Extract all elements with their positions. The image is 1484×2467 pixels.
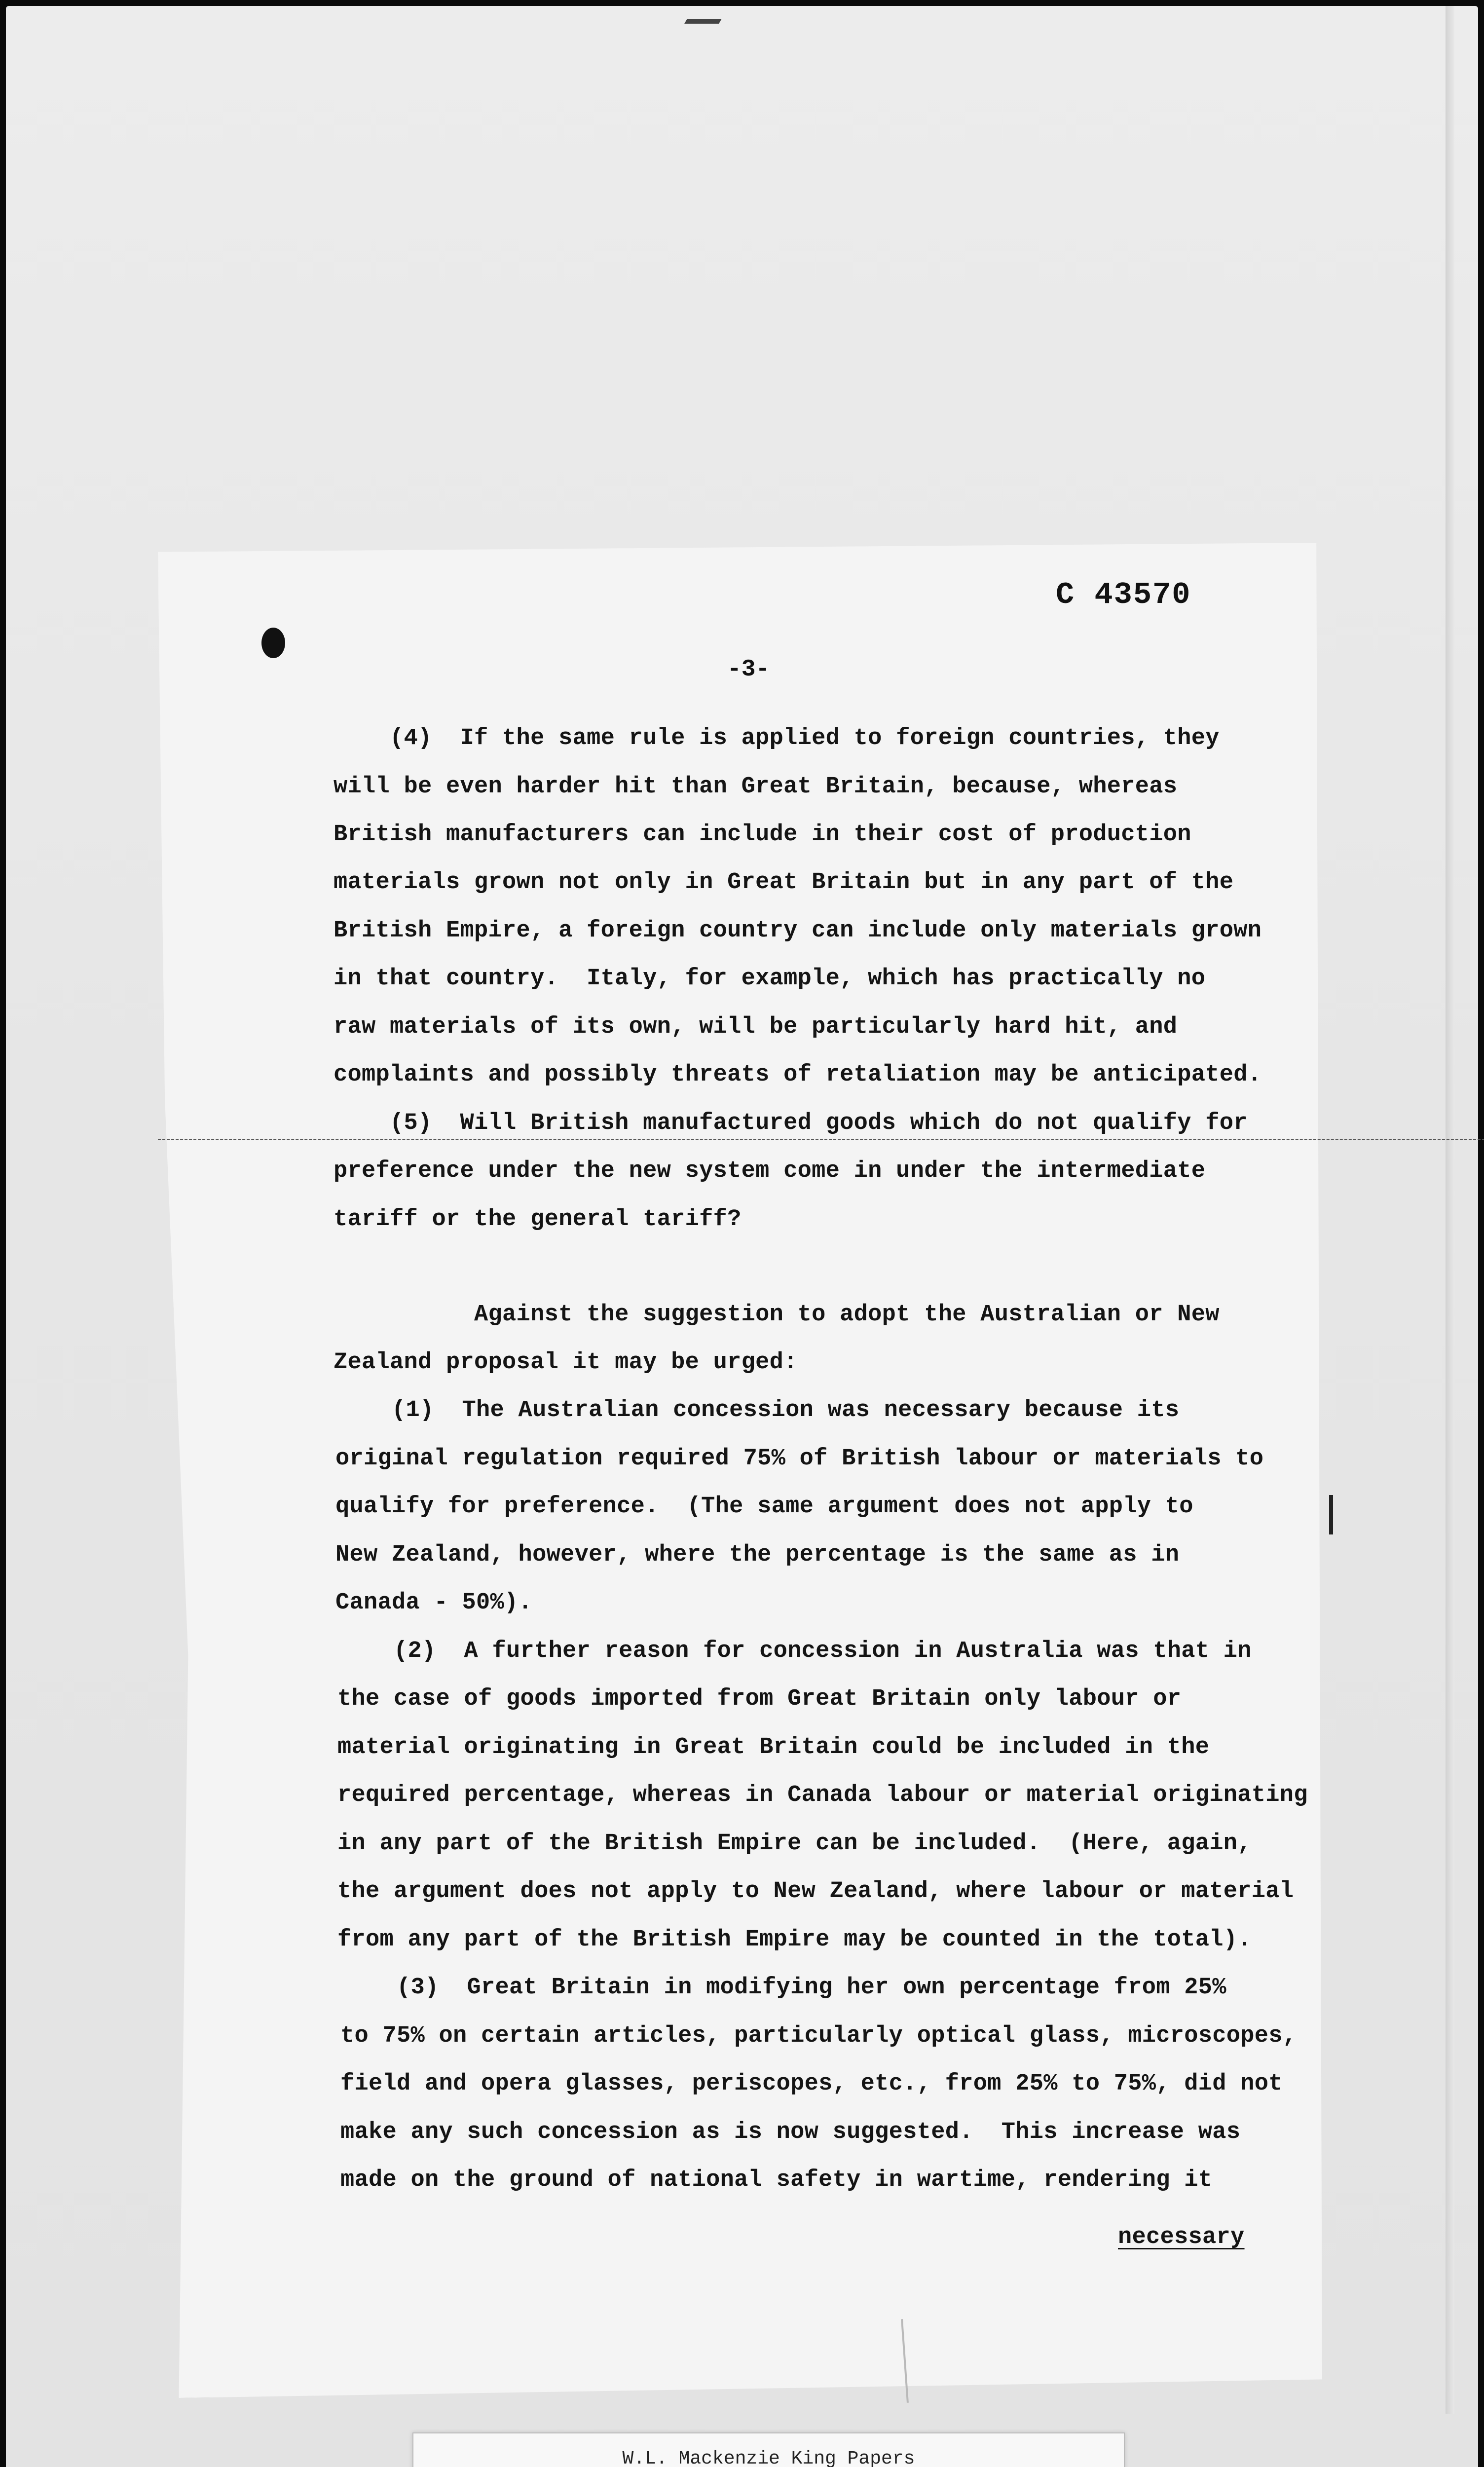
body-line: Canada - 50%). (335, 1590, 533, 1616)
punch-hole (261, 628, 285, 658)
body-line: material originating in Great Britain could be included in the (337, 1734, 1210, 1760)
body-line: field and opera glasses, periscopes, etc., from 25% to 75%, did not (340, 2071, 1283, 2097)
body-line: British Empire, a foreign country can include only materials grown (334, 918, 1262, 944)
body-line: from any part of the British Empire may be counted in the total). (337, 1927, 1252, 1953)
fold-line (158, 1139, 1484, 1142)
body-line: preference under the new system come in under the intermediate (334, 1158, 1206, 1184)
film-edge (1446, 6, 1454, 2414)
body-line: original regulation required 75% of British labour or materials to (335, 1446, 1264, 1472)
page-number: -3- (727, 656, 770, 683)
body-line: make any such concession as is now suggested. This increase was (340, 2119, 1241, 2145)
body-line: qualify for preference. (The same argument does not apply to (335, 1494, 1193, 1520)
body-line: required percentage, whereas in Canada labour or material originating (337, 1782, 1308, 1808)
body-line: (2) A further reason for concession in Australia was that in (337, 1638, 1252, 1664)
body-line: (3) Great Britain in modifying her own percentage from 25% (340, 1975, 1226, 2001)
body-line: Zealand proposal it may be urged: (334, 1349, 798, 1376)
body-line: in any part of the British Empire can be included. (Here, again, (337, 1831, 1252, 1857)
label-collection: W.L. Mackenzie King Papers (622, 2448, 915, 2467)
archive-label-card (412, 2432, 1125, 2467)
body-line: complaints and possibly threats of retaliation may be anticipated. (334, 1062, 1262, 1088)
body-line: New Zealand, however, where the percentage is the same as in (335, 1542, 1180, 1568)
body-line: in that country. Italy, for example, which has practically no (334, 966, 1206, 992)
body-line: to 75% on certain articles, particularly optical glass, microscopes, (340, 2023, 1297, 2049)
margin-mark (1329, 1495, 1333, 1534)
body-line: raw materials of its own, will be particularly hard hit, and (334, 1014, 1178, 1040)
document-number: C 43570 (1056, 577, 1191, 612)
film-mark (684, 19, 722, 24)
body-line: (1) The Australian concession was necessary because its (335, 1397, 1180, 1423)
body-line: tariff or the general tariff? (334, 1206, 742, 1233)
catchword: necessary (1118, 2224, 1245, 2250)
body-line: (5) Will British manufactured goods which do not qualify for (334, 1110, 1248, 1136)
body-line: the argument does not apply to New Zealand, where labour or material (337, 1878, 1294, 1905)
body-line: (4) If the same rule is applied to foreign countries, they (334, 725, 1220, 751)
body-line: made on the ground of national safety in wartime, rendering it (340, 2167, 1213, 2193)
body-line: the case of goods imported from Great Britain only labour or (337, 1686, 1182, 1712)
body-line: materials grown not only in Great Britain but in any part of the (334, 869, 1234, 896)
body-line: will be even harder hit than Great Britain, because, whereas (334, 774, 1178, 800)
body-line: British manufacturers can include in their cost of production (334, 822, 1191, 848)
body-line: Against the suggestion to adopt the Australian or New (334, 1302, 1220, 1328)
